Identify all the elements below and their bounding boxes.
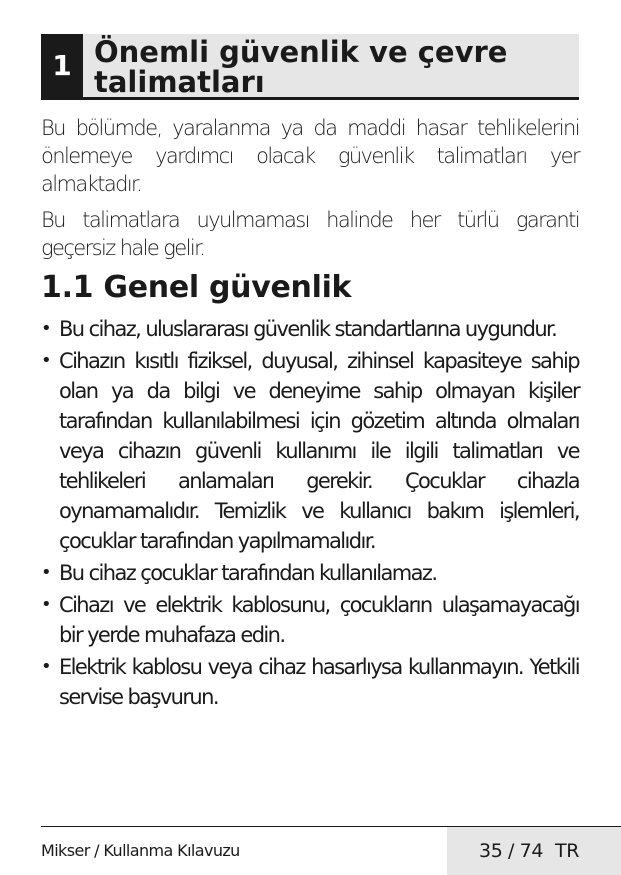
- bullet-icon: •: [41, 594, 52, 615]
- language-code: TR: [555, 840, 580, 862]
- intro-paragraph-2: Bu talimatlara uyulmaması halinde her türlü garanti geçersiz hale gelir.: [41, 208, 579, 260]
- list-item-text: Bu cihaz, uluslararası güvenlik standartlarına uygundur.: [59, 317, 557, 341]
- chapter-header: [41, 34, 579, 100]
- list-item: [41, 590, 579, 650]
- chapter-title: Önemli güvenlik ve çevre talimatları: [83, 34, 579, 97]
- list-item: [41, 558, 579, 588]
- safety-list: [41, 314, 579, 712]
- list-item-text: Bu cihaz çocuklar tarafından kullanılamaz.: [59, 561, 437, 585]
- bullet-icon: •: [41, 656, 52, 677]
- list-item-text: Elektrik kablosu veya cihaz hasarlıysa kullanmayın. Yetkili servise başvurun.: [59, 655, 579, 709]
- list-item: [41, 652, 579, 712]
- page-number: 35 / 74: [479, 840, 544, 862]
- bullet-icon: •: [41, 562, 52, 583]
- footer-manual-title: Mikser / Kullanma Kılavuzu: [41, 841, 240, 860]
- list-item-text: Cihazın kısıtlı fiziksel, duyusal, zihinsel kapasiteye sahip olan ya da bilgi ve deneyime sahip olmayan kişiler tarafından kullanılabilmesi için gözetim altında olmaları veya cihazın güvenli kullanımı ile ilgili talimatları ve tehlikeleri anlamaları gerekir. Çocuklar cihazla oynamamalıdır. Temizlik ve kullanıcı bakım işlemleri, çocuklar tarafından yapılmamalıdır.: [59, 349, 579, 553]
- intro-paragraph-1: Bu bölümde, yaralanma ya da maddi hasar tehlikelerini önlemeye yardımcı olacak güvenlik talimatları yer almaktadır.: [41, 116, 579, 196]
- list-item: [41, 314, 579, 344]
- section-heading: 1.1 Genel güvenlik: [41, 270, 352, 305]
- bullet-icon: •: [41, 350, 52, 371]
- page-content: [41, 114, 579, 714]
- list-item: [41, 346, 579, 556]
- chapter-number: 1: [41, 34, 83, 97]
- list-item-text: Cihazı ve elektrik kablosunu, çocukların ulaşamayacağı bir yerde muhafaza edin.: [59, 593, 579, 647]
- footer-page-box: [447, 827, 621, 875]
- bullet-icon: •: [41, 318, 52, 339]
